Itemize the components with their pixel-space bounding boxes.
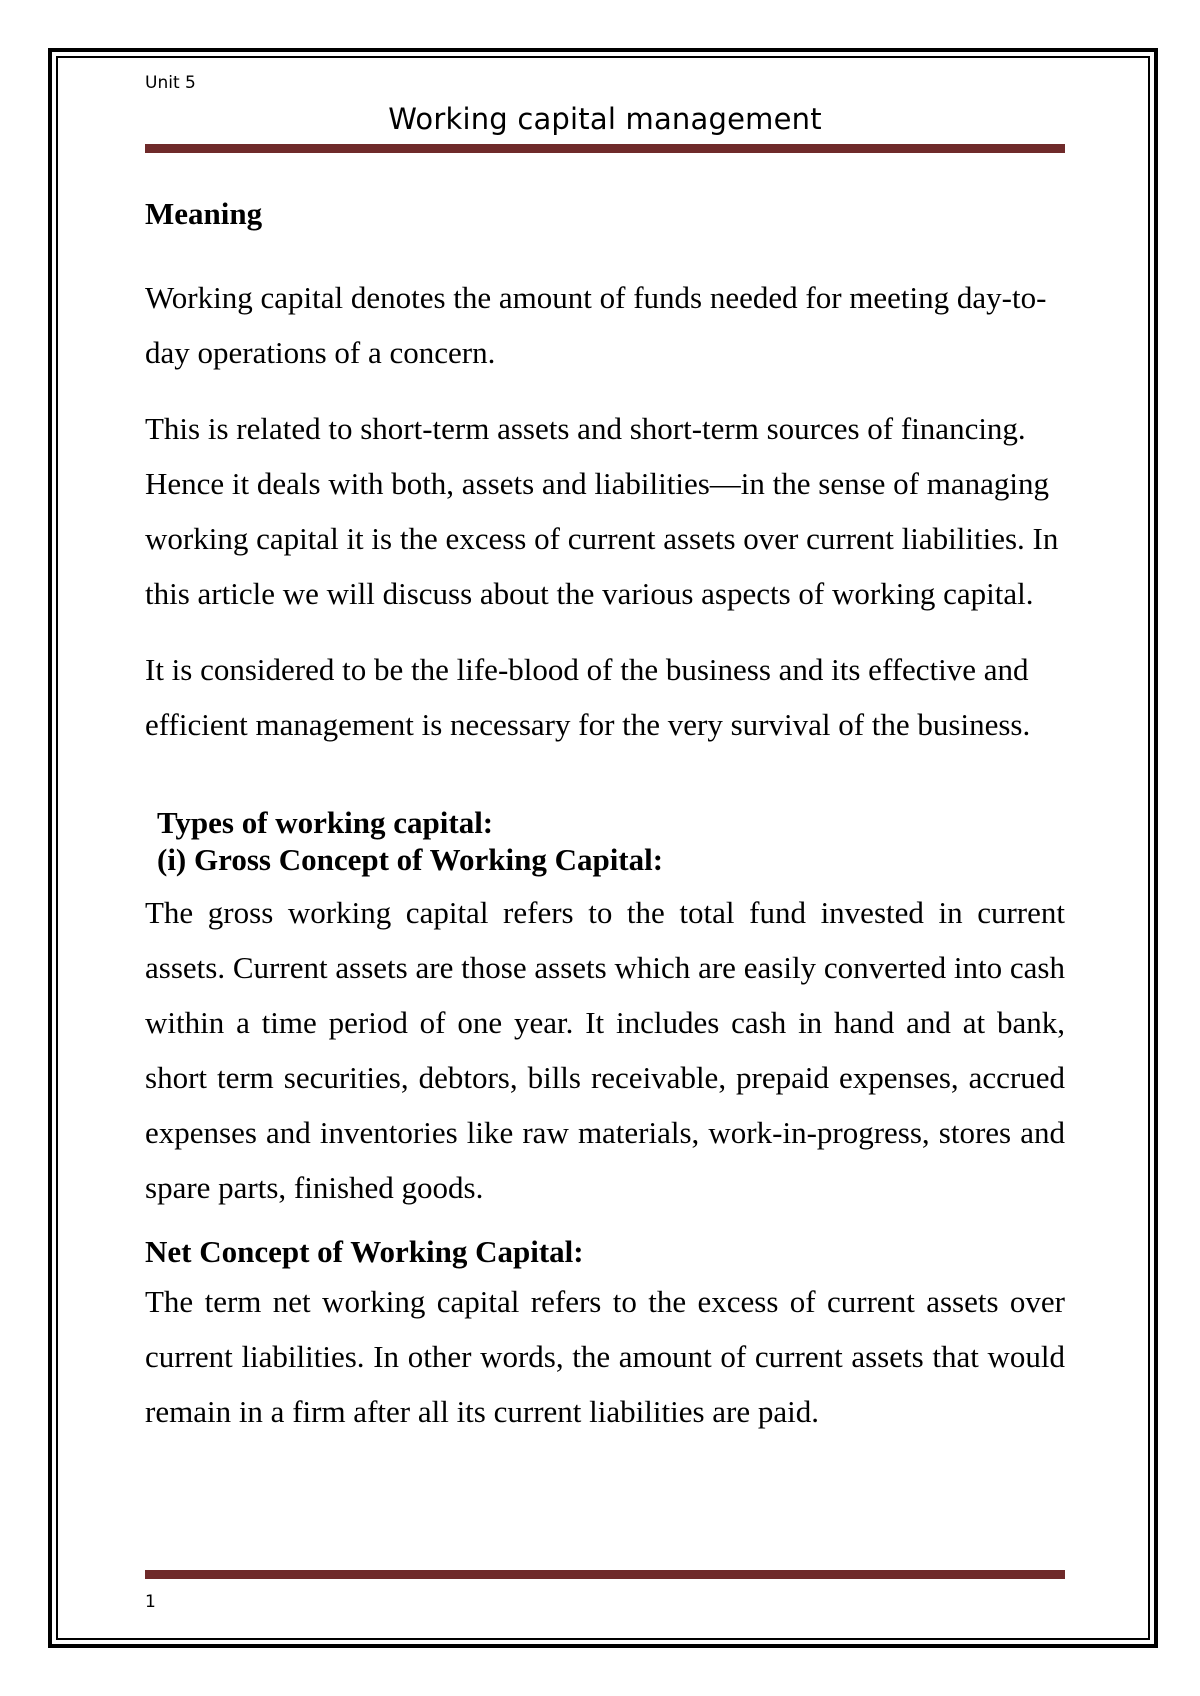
types-heading: Types of working capital:: [157, 805, 494, 841]
meaning-paragraph-1: Working capital denotes the amount of funds needed for meeting day-to-day operations of a concern.: [145, 280, 1047, 371]
footer-rule: [145, 1570, 1065, 1579]
header-rule: [145, 144, 1065, 153]
page-number: 1: [145, 1592, 156, 1612]
gross-concept-heading: (i) Gross Concept of Working Capital:: [157, 842, 664, 878]
net-concept-heading: Net Concept of Working Capital:: [145, 1233, 584, 1269]
document-body: [145, 195, 1065, 1439]
meaning-heading: Meaning: [145, 196, 263, 231]
meaning-paragraph-2: This is related to short-term assets and short-term sources of financing. Hence it deals with both, assets and liabilities—in the sense of managing working capital it is the excess of current assets over current liabilities. In this article we will discuss about the various aspects of working capital.: [145, 411, 1059, 612]
net-concept-paragraph: The term net working capital refers to the excess of current assets over current liabilities. In other words, the amount of current assets that would remain in a firm after all its current liabilities are paid.: [145, 1283, 1065, 1429]
unit-label: Unit 5: [145, 73, 196, 93]
document-title: Working capital management: [388, 102, 822, 136]
gross-concept-paragraph: The gross working capital refers to the total fund invested in current assets. Current assets are those assets which are easily converted into cash within a time period of one year. It includes cash in hand and at bank, short term securities, debtors, bills receivable, prepaid expenses, accrued expenses and inventories like raw materials, work-in-progress, stores and spare parts, finished goods.: [145, 894, 1065, 1205]
meaning-paragraph-3: It is considered to be the life-blood of the business and its effective and efficient management is necessary for the very survival of the business.: [145, 652, 1031, 743]
